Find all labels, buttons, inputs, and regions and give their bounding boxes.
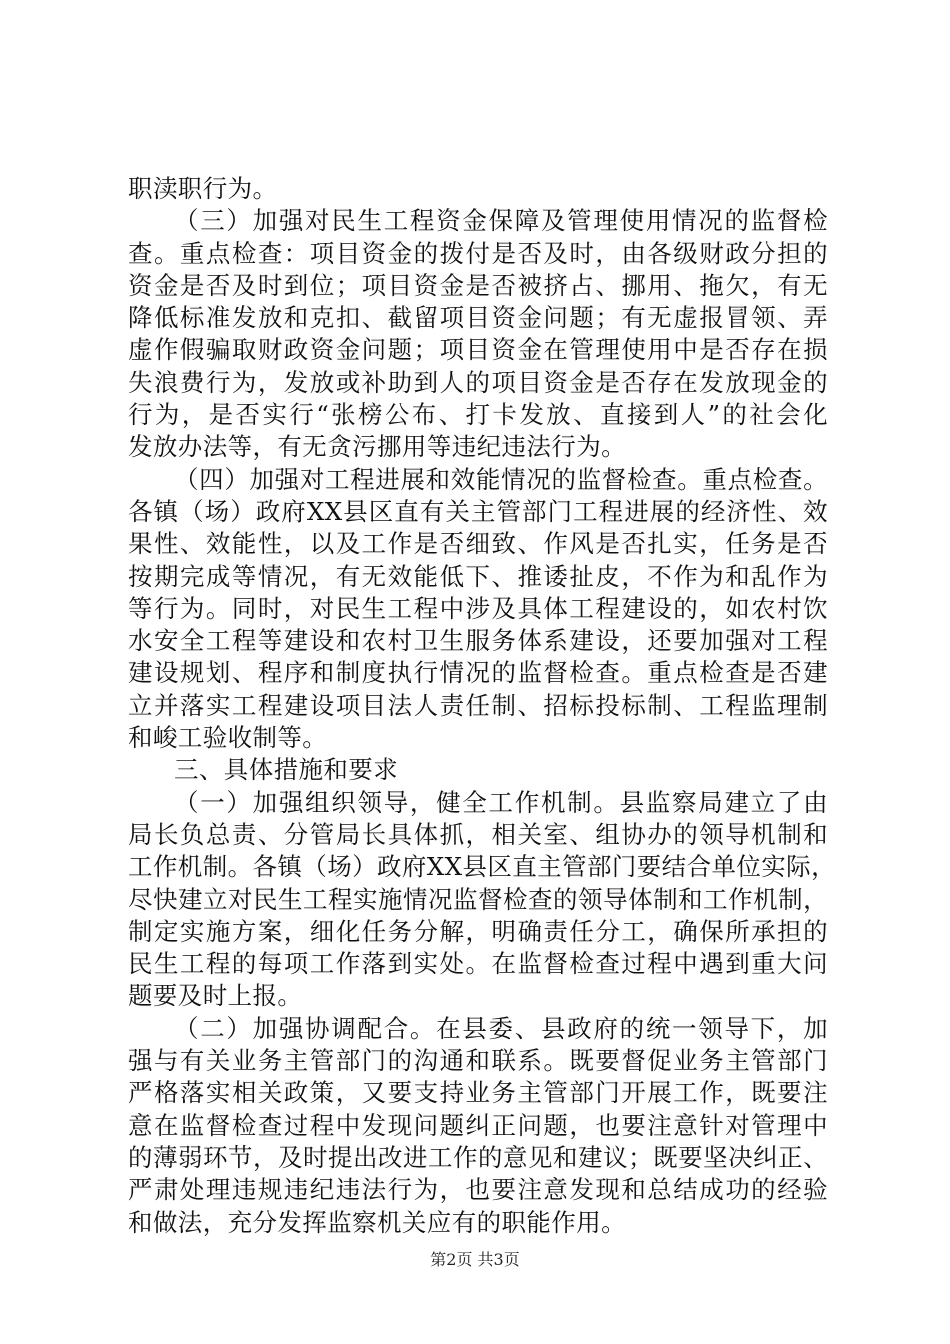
text-line: 题要及时上报。	[128, 981, 303, 1011]
text-line: 制定实施方案，细化任务分解，明确责任分工，确保所承担的	[128, 916, 828, 946]
heading-section-3	[128, 754, 828, 786]
text-line: （二）加强协调配合。在县委、县政府的统一领导下，加	[174, 1013, 828, 1043]
text-line: 资金是否及时到位；项目资金是否被挤占、挪用、拖欠，有无	[128, 270, 828, 300]
text-line: 强与有关业务主管部门的沟通和联系。既要督促业务主管部门	[128, 1046, 828, 1076]
text-line: （三）加强对民生工程资金保障及管理使用情况的监督检	[174, 206, 828, 236]
text-line: （一）加强组织领导，健全工作机制。县监察局建立了由	[174, 787, 828, 817]
para-continuation	[128, 173, 828, 205]
text-line: 和做法，充分发挥监察机关应有的职能作用。	[128, 1207, 626, 1237]
text-line: 民生工程的每项工作落到实处。在监督检查过程中遇到重大问	[128, 949, 828, 979]
text-line: 各镇（场）政府XX县区直有关主管部门工程进展的经济性、效	[128, 496, 828, 526]
para-section-3-2	[128, 1013, 828, 1239]
text-line: 三、具体措施和要求	[174, 755, 399, 785]
text-line: 局长负总责、分管局长具体抓，相关室、组协办的领导机制和	[128, 819, 828, 849]
text-line: 尽快建立对民生工程实施情况监督检查的领导体制和工作机制，	[128, 884, 828, 914]
text-line: 失浪费行为，发放或补助到人的项目资金是否存在发放现金的	[128, 367, 828, 397]
text-line: 建设规划、程序和制度执行情况的监督检查。重点检查是否建	[128, 658, 828, 688]
text-line: 立并落实工程建设项目法人责任制、招标投标制、工程监理制	[128, 690, 828, 720]
text-line: 果性、效能性，以及工作是否细致、作风是否扎实，任务是否	[128, 529, 828, 559]
text-line: 查。重点检查：项目资金的拨付是否及时，由各级财政分担的	[128, 238, 828, 268]
document-body	[128, 173, 836, 1239]
para-section-2-3	[128, 205, 828, 463]
text-line: 和峻工验收制等。	[128, 723, 328, 753]
para-section-2-4	[128, 464, 828, 755]
text-line: 意在监督检查过程中发现问题纠正问题，也要注意针对管理中	[128, 1110, 828, 1140]
text-line: （四）加强对工程进展和效能情况的监督检查。重点检查。	[174, 464, 828, 494]
text-line: 行为，是否实行“张榜公布、打卡发放、直接到人”的社会化	[128, 400, 828, 430]
text-line: 发放办法等，有无贪污挪用等违纪违法行为。	[128, 432, 626, 462]
text-line: 降低标准发放和克扣、截留项目资金问题；有无虚报冒领、弄	[128, 303, 828, 333]
page-footer: 第2页 共3页	[430, 1250, 520, 1269]
text-line: 严肃处理违规违纪违法行为，也要注意发现和总结成功的经验	[128, 1175, 828, 1205]
text-line: 按期完成等情况，有无效能低下、推诿扯皮，不作为和乱作为	[128, 561, 828, 591]
text-line: 水安全工程等建设和农村卫生服务体系建设，还要加强对工程	[128, 626, 828, 656]
text-line: 职渎职行为。	[128, 174, 278, 203]
text-line: 的薄弱环节，及时提出改进工作的意见和建议；既要坚决纠正、	[128, 1142, 828, 1172]
text-line: 虚作假骗取财政资金问题；项目资金在管理使用中是否存在损	[128, 335, 828, 365]
para-section-3-1	[128, 787, 836, 1013]
text-line: 等行为。同时，对民生工程中涉及具体工程建设的，如农村饮	[128, 593, 828, 623]
text-line: 工作机制。各镇（场）政府XX县区直主管部门要结合单位实际，	[128, 852, 836, 882]
text-line: 严格落实相关政策，又要支持业务主管部门开展工作，既要注	[128, 1078, 828, 1108]
